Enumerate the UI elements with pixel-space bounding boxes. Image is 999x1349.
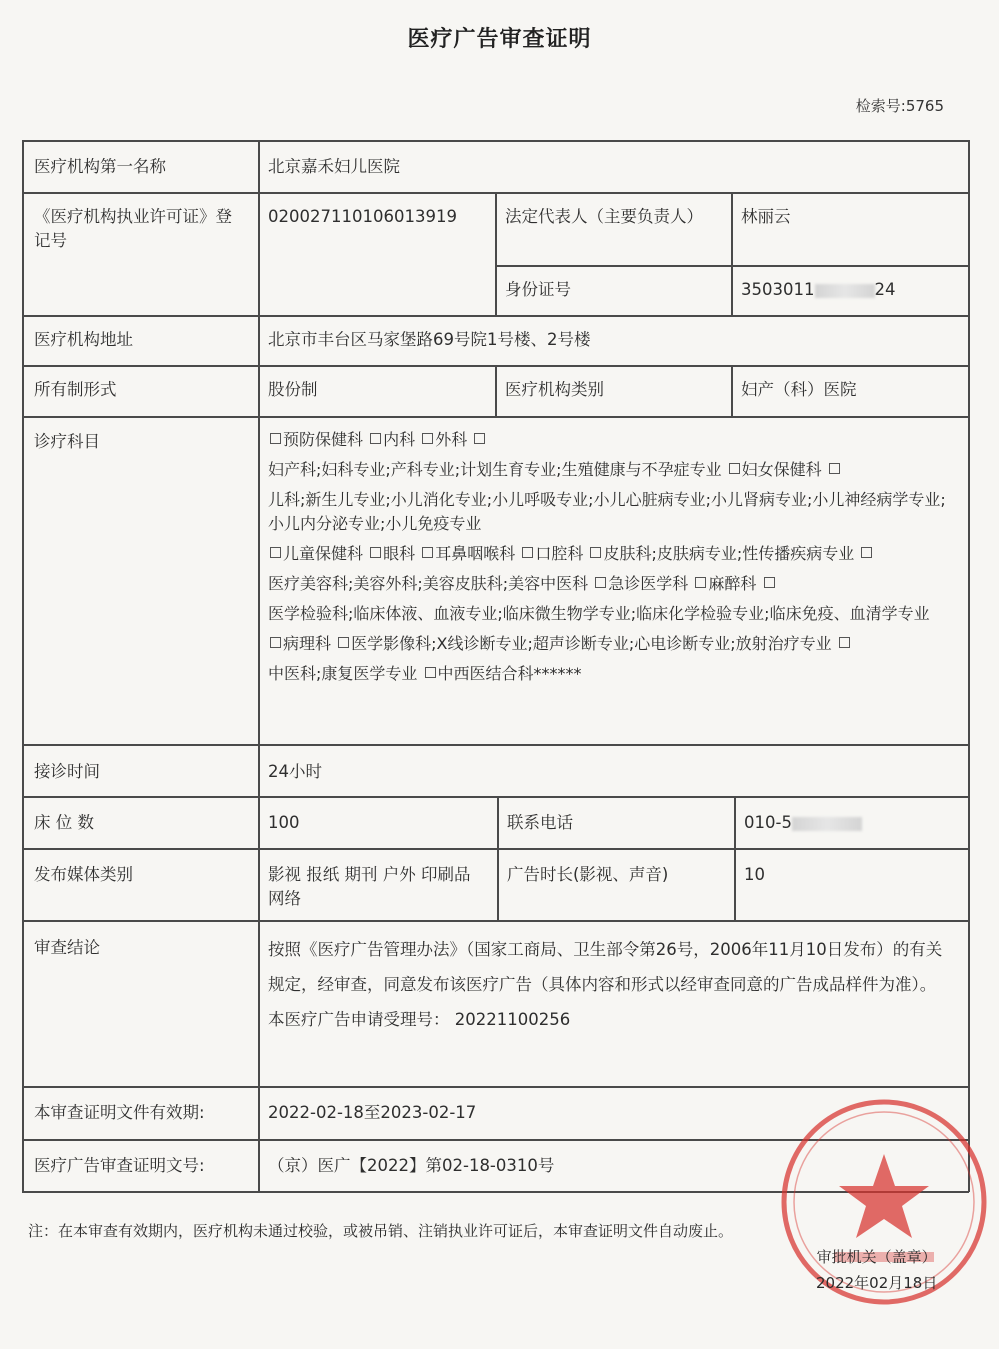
ownership-value: 股份制 [268, 380, 318, 399]
dept-item: 医学检验科;临床体液、血液专业;临床微生物学专业;临床化学检验专业;临床免疫、血清学专业 [268, 604, 930, 623]
acceptance-number: 本医疗广告申请受理号： 20221100256 [268, 1010, 571, 1029]
org-name-value: 北京嘉禾妇儿医院 [268, 157, 400, 176]
departments-list [258, 420, 968, 696]
conclusion-label: 审查结论 [34, 938, 100, 957]
authority-label: 审批机关（盖章） [816, 1248, 937, 1266]
validity-label: 本审查证明文件有效期: [34, 1103, 205, 1122]
checkbox-icon [522, 547, 533, 558]
checkbox-icon [764, 577, 775, 588]
checkbox-icon [270, 433, 281, 444]
dept-item: 口腔科 [535, 544, 584, 563]
checkbox-icon [422, 433, 433, 444]
phone-label: 联系电话 [507, 813, 573, 832]
dept-item: 中医科;康复医学专业 [268, 664, 418, 683]
duration-label: 广告时长(影视、声音) [507, 865, 669, 884]
phone-prefix: 010-5 [744, 813, 792, 832]
dept-item: 外科 [435, 430, 468, 449]
departments-label: 诊疗科目 [34, 432, 100, 451]
beds-label: 床 位 数 [34, 813, 94, 832]
dept-item: 医学影像科;X线诊断专业;超声诊断专业;心电诊断专业;放射治疗专业 [351, 634, 832, 653]
dept-item: 医疗美容科;美容外科;美容皮肤科;美容中医科 [268, 574, 589, 593]
checkbox-icon [370, 433, 381, 444]
dept-item: 中西医结合科****** [437, 664, 582, 683]
dept-line [268, 542, 958, 566]
dept-item: 妇产科;妇科专业;产科专业;计划生育专业;生殖健康与不孕症专业 [268, 460, 722, 479]
address-label: 医疗机构地址 [34, 330, 133, 349]
phone-value [734, 801, 968, 845]
license-value: 020027110106013919 [268, 207, 457, 226]
dept-item: 儿科;新生儿专业;小儿消化专业;小儿呼吸专业;小儿心脏病专业;小儿肾病专业;小儿神经病学专业;小儿内分泌专业;小儿免疫专业 [268, 490, 946, 533]
dept-line [268, 428, 958, 452]
checkbox-icon [474, 433, 485, 444]
hours-label: 接诊时间 [34, 762, 100, 781]
checkbox-icon [695, 577, 706, 588]
checkbox-icon [270, 547, 281, 558]
dept-item: 眼科 [383, 544, 416, 563]
org-type-value: 妇产（科）医院 [741, 380, 857, 399]
checkbox-icon [370, 547, 381, 558]
cert-no-value: （京）医广【2022】第02-18-0310号 [268, 1156, 555, 1175]
dept-item: 耳鼻咽喉科 [435, 544, 516, 563]
address-value: 北京市丰台区马家堡路69号院1号楼、2号楼 [268, 330, 591, 349]
dept-line [268, 662, 958, 686]
footnote: 注：在本审查有效期内，医疗机构未通过校验，或被吊销、注销执业许可证后，本审查证明文件自动废止。 [28, 1222, 734, 1240]
id-card-label: 身份证号 [505, 280, 571, 299]
search-number: 检索号:5765 [855, 97, 944, 115]
validity-value: 2022-02-18至2023-02-17 [268, 1103, 477, 1122]
dept-line [268, 572, 958, 596]
approval-authority [816, 1244, 937, 1296]
conclusion-text: 按照《医疗广告管理办法》（国家工商局、卫生部令第26号，2006年11月10日发布）的有关规定，经审查，同意发布该医疗广告（具体内容和形式以经审查同意的广告成品样件为准）。 [268, 940, 943, 994]
dept-line [268, 488, 958, 536]
approval-date: 2022年02月18日 [816, 1274, 938, 1292]
cert-no-label: 医疗广告审查证明文号: [34, 1156, 205, 1175]
dept-item: 妇女保健科 [741, 460, 822, 479]
hours-value: 24小时 [268, 762, 322, 781]
dept-line [268, 458, 958, 482]
checkbox-icon [338, 637, 349, 648]
media-value: 影视 报纸 期刊 户外 印刷品 网络 [268, 865, 471, 908]
dept-item: 预防保健科 [283, 430, 364, 449]
legal-rep-value: 林丽云 [741, 207, 791, 226]
org-name-label: 医疗机构第一名称 [34, 157, 166, 176]
checkbox-icon [422, 547, 433, 558]
checkbox-icon [270, 637, 281, 648]
checkbox-icon [861, 547, 872, 558]
duration-value: 10 [744, 865, 765, 884]
dept-item: 儿童保健科 [283, 544, 364, 563]
checkbox-icon [729, 463, 740, 474]
checkbox-icon [829, 463, 840, 474]
id-card-value [731, 268, 968, 312]
dept-line [268, 602, 958, 626]
media-label: 发布媒体类别 [34, 865, 133, 884]
dept-item: 内科 [383, 430, 416, 449]
checkbox-icon [595, 577, 606, 588]
redacted-blur [792, 817, 862, 831]
conclusion-value [258, 926, 968, 1047]
license-label: 《医疗机构执业许可证》登记号 [34, 207, 232, 250]
ownership-label: 所有制形式 [34, 380, 117, 399]
beds-value: 100 [268, 813, 300, 832]
dept-item: 急诊医学科 [608, 574, 689, 593]
dept-line [268, 632, 958, 656]
id-card-prefix: 3503011 [741, 280, 815, 299]
org-type-label: 医疗机构类别 [505, 380, 604, 399]
legal-rep-label: 法定代表人（主要负责人） [505, 207, 703, 226]
checkbox-icon [425, 667, 436, 678]
dept-item: 麻醉科 [708, 574, 757, 593]
page-title: 医疗广告审查证明 [407, 27, 592, 52]
checkbox-icon [839, 637, 850, 648]
checkbox-icon [590, 547, 601, 558]
dept-item: 病理科 [283, 634, 332, 653]
dept-item: 皮肤科;皮肤病专业;性传播疾病专业 [603, 544, 855, 563]
redacted-blur [815, 284, 875, 298]
id-card-suffix: 24 [874, 280, 896, 299]
